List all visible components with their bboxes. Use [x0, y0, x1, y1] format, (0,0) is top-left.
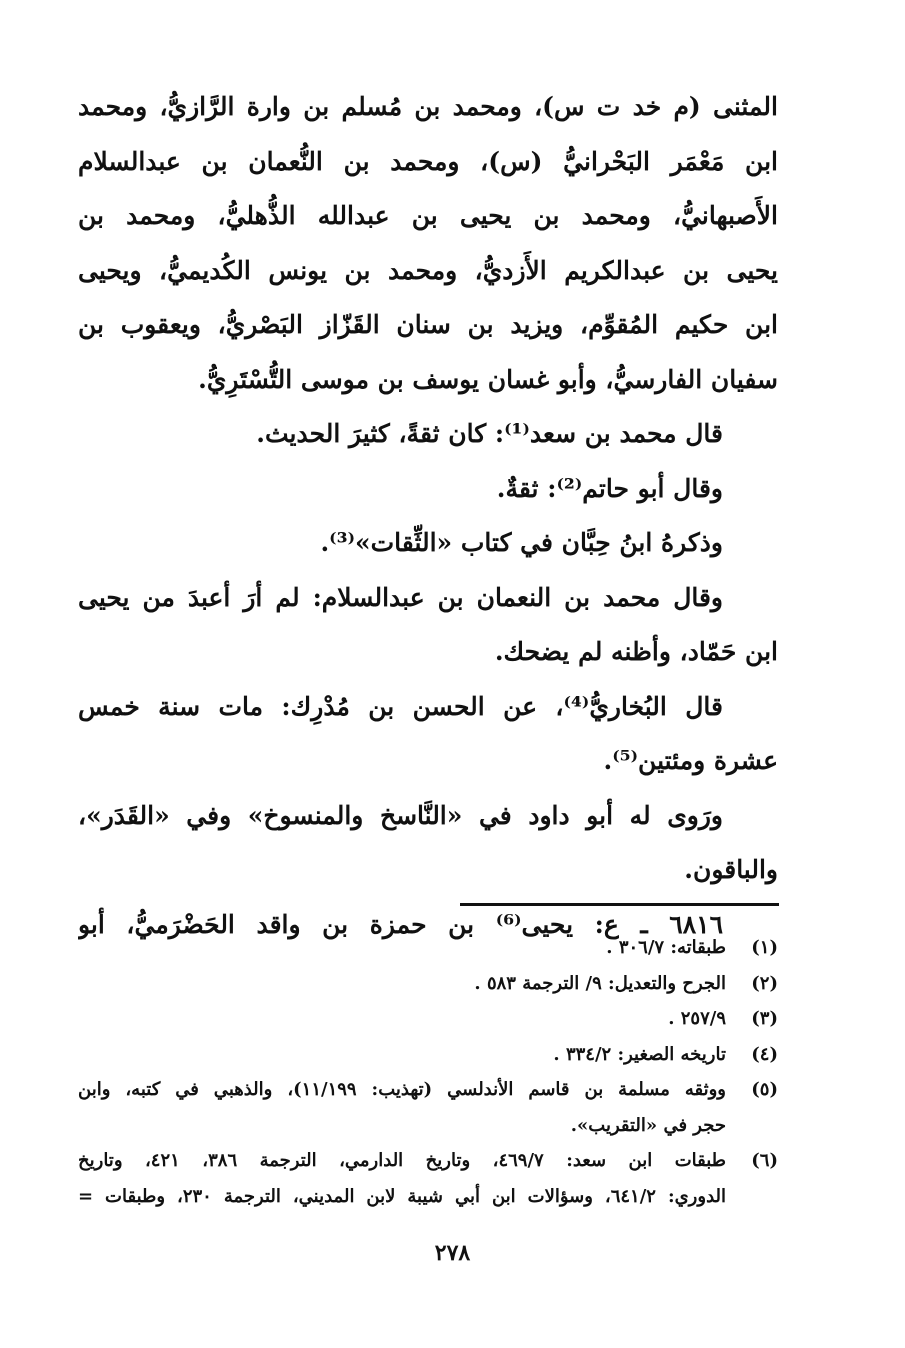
text-line: ورَوى له أبو داود في «النَّاسخ والمنسوخ» وفي «القَدَر»،	[78, 800, 723, 830]
text-line: ابن مَعْمَر البَحْرانيُّ (س)، ومحمد بن النُّعمان بن عبدالسلام	[78, 146, 778, 176]
text-line: وذكرهُ ابنُ حِبَّان في كتاب «الثِّقات»⁽³⁾.	[320, 528, 723, 557]
footnote	[78, 966, 778, 1002]
text-line: والباقون.	[684, 855, 778, 884]
footnote-number: (٦)	[751, 1150, 778, 1171]
footnote-text: الدوري: ٦٤١/٢، وسؤالات ابن أبي شيبة لابن المديني، الترجمة ٢٣٠، وطبقات =	[78, 1185, 726, 1207]
footnotes	[78, 930, 778, 1214]
main-text	[78, 80, 778, 952]
footnote	[78, 1143, 778, 1214]
text-line: يحيى بن عبدالكريم الأَزديُّ، ومحمد بن يونس الكُديميُّ، ويحيى	[78, 255, 778, 285]
entry-heading-line: ٦٨١٦ ـ ع: يحيى⁽⁶⁾ بن حمزة بن واقد الحَضْرَميُّ، أبو	[78, 909, 723, 939]
text-line: وقال محمد بن النعمان بن عبدالسلام: لم أرَ أعبدَ من يحيى	[78, 582, 723, 612]
text-line: عشرة ومئتين⁽⁵⁾.	[603, 746, 778, 775]
text-line: الأَصبهانيُّ، ومحمد بن يحيى بن عبدالله الذُّهليُّ، ومحمد بن	[78, 201, 778, 230]
footnote-number: (٢)	[751, 972, 778, 994]
footnote-text: طبقات ابن سعد: ٤٦٩/٧، وتاريخ الدارمي، الترجمة ٣٨٦، ٤٢١، وتاريخ	[78, 1150, 726, 1171]
text-line: قال البُخاريُّ⁽⁴⁾، عن الحسن بن مُدْرِك: مات سنة خمس	[78, 691, 723, 721]
footnote	[78, 930, 778, 966]
footnote	[78, 1001, 778, 1037]
text-line: المثنى (م خد ت س)، ومحمد بن مُسلم بن وارة الرَّازيُّ، ومحمد	[78, 92, 778, 121]
footnote-text: تاريخه الصغير: ٣٣٤/٢ .	[553, 1043, 726, 1065]
page-number: ٢٧٨	[434, 1240, 471, 1266]
footnote-separator	[460, 903, 779, 906]
footnote-text: الجرح والتعديل: ٩/ الترجمة ٥٨٣ .	[474, 972, 726, 994]
footnote-text: ووثقه مسلمة بن قاسم الأندلسي (تهذيب: ١١/١٩٩)، والذهبي في كتبه، وابن	[78, 1079, 726, 1100]
text-line: ابن حكيم المُقوِّم، ويزيد بن سنان القَزّاز البَصْريُّ، ويعقوب بن	[78, 310, 778, 339]
footnote-text: ٢٥٧/٩ .	[668, 1008, 726, 1029]
text-line: قال محمد بن سعد⁽¹⁾: كان ثقةً، كثيرَ الحديث.	[256, 419, 723, 448]
footnote-text: طبقاته: ٣٠٦/٧ .	[606, 937, 726, 958]
footnote-text: حجر في «التقريب».	[570, 1114, 726, 1136]
text-line: ابن حَمّاد، وأظنه لم يضحك.	[494, 637, 778, 666]
footnote-number: (١)	[751, 937, 778, 958]
text-line: سفيان الفارسيُّ، وأبو غسان يوسف بن موسى التُّسْتَرِيُّ.	[198, 364, 778, 394]
footnote-number: (٣)	[751, 1008, 778, 1029]
footnote	[78, 1072, 778, 1143]
text-line: وقال أبو حاتم⁽²⁾: ثقةٌ.	[496, 473, 723, 503]
footnote-number: (٤)	[751, 1043, 778, 1065]
footnote-number: (٥)	[751, 1079, 778, 1100]
footnote	[78, 1037, 778, 1073]
